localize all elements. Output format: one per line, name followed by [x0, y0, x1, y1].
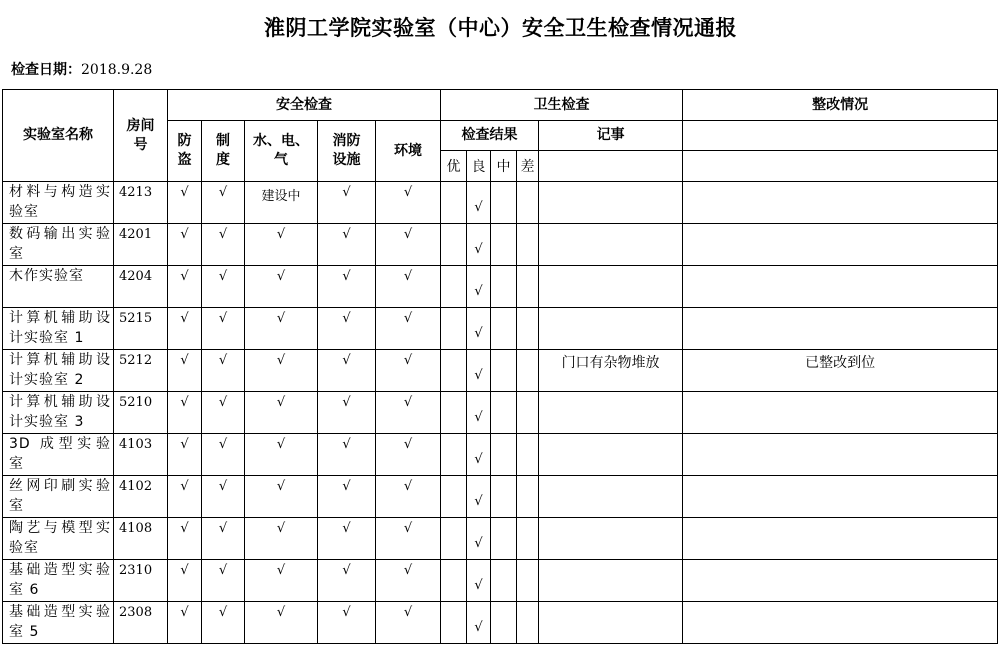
safety-theft-cell: √	[168, 602, 202, 644]
table-row	[3, 476, 998, 518]
result-excellent-cell	[441, 602, 467, 644]
table-row	[3, 518, 998, 560]
safety-utilities-cell: √	[245, 392, 318, 434]
safety-rules-cell: √	[202, 224, 245, 266]
safety-utilities-cell: 建设中	[245, 182, 318, 224]
notes-cell	[539, 182, 683, 224]
room-no-cell: 5212	[114, 350, 168, 392]
result-poor-cell	[517, 560, 539, 602]
result-poor-cell	[517, 266, 539, 308]
notes-cell	[539, 392, 683, 434]
safety-rules-cell: √	[202, 602, 245, 644]
header-room-no: 房间号	[114, 90, 168, 182]
safety-fire-cell: √	[318, 476, 376, 518]
safety-fire-cell: √	[318, 350, 376, 392]
result-poor-cell	[517, 224, 539, 266]
lab-name-cell: 基础造型实验室 6	[3, 560, 114, 602]
safety-rules-cell: √	[202, 560, 245, 602]
header-result-fair: 中	[491, 151, 517, 182]
result-fair-cell	[491, 602, 517, 644]
safety-environment-cell: √	[376, 182, 441, 224]
result-fair-cell	[491, 434, 517, 476]
result-good-cell: √	[467, 182, 491, 224]
result-fair-cell	[491, 266, 517, 308]
safety-utilities-cell: √	[245, 602, 318, 644]
safety-environment-cell: √	[376, 518, 441, 560]
result-poor-cell	[517, 350, 539, 392]
header-safety-fire: 消防设施	[318, 121, 376, 182]
result-fair-cell	[491, 182, 517, 224]
notes-cell: 门口有杂物堆放	[539, 350, 683, 392]
result-poor-cell	[517, 518, 539, 560]
safety-rules-cell: √	[202, 308, 245, 350]
notes-cell	[539, 224, 683, 266]
date-value: 2018.9.28	[81, 62, 153, 78]
safety-rules-cell: √	[202, 518, 245, 560]
header-rectify-blank	[683, 121, 998, 151]
safety-environment-cell: √	[376, 434, 441, 476]
inspection-date	[11, 59, 152, 79]
header-notes-blank	[539, 151, 683, 182]
safety-rules-cell: √	[202, 476, 245, 518]
room-no-cell: 4103	[114, 434, 168, 476]
safety-theft-cell: √	[168, 392, 202, 434]
result-good-cell: √	[467, 266, 491, 308]
result-fair-cell	[491, 350, 517, 392]
safety-rules-cell: √	[202, 350, 245, 392]
result-excellent-cell	[441, 560, 467, 602]
header-rectify-blank-2	[683, 151, 998, 182]
table-row	[3, 392, 998, 434]
rectify-cell	[683, 182, 998, 224]
result-excellent-cell	[441, 350, 467, 392]
safety-environment-cell: √	[376, 560, 441, 602]
rectify-cell	[683, 266, 998, 308]
safety-rules-cell: √	[202, 392, 245, 434]
safety-environment-cell: √	[376, 266, 441, 308]
rectify-cell: 已整改到位	[683, 350, 998, 392]
notes-cell	[539, 476, 683, 518]
result-poor-cell	[517, 392, 539, 434]
safety-fire-cell: √	[318, 266, 376, 308]
safety-theft-cell: √	[168, 182, 202, 224]
safety-theft-cell: √	[168, 224, 202, 266]
lab-name-cell: 3D 成型实验室	[3, 434, 114, 476]
lab-name-cell: 计算机辅助设计实验室 2	[3, 350, 114, 392]
result-excellent-cell	[441, 434, 467, 476]
result-excellent-cell	[441, 476, 467, 518]
result-fair-cell	[491, 392, 517, 434]
safety-environment-cell: √	[376, 602, 441, 644]
result-good-cell: √	[467, 308, 491, 350]
safety-utilities-cell: √	[245, 518, 318, 560]
safety-fire-cell: √	[318, 602, 376, 644]
safety-fire-cell: √	[318, 224, 376, 266]
safety-theft-cell: √	[168, 266, 202, 308]
safety-theft-cell: √	[168, 476, 202, 518]
result-good-cell: √	[467, 518, 491, 560]
room-no-cell: 2308	[114, 602, 168, 644]
room-no-cell: 5210	[114, 392, 168, 434]
notes-cell	[539, 602, 683, 644]
safety-fire-cell: √	[318, 560, 376, 602]
room-no-cell: 4102	[114, 476, 168, 518]
room-no-cell: 4201	[114, 224, 168, 266]
room-no-cell: 4204	[114, 266, 168, 308]
safety-utilities-cell: √	[245, 476, 318, 518]
result-poor-cell	[517, 308, 539, 350]
result-good-cell: √	[467, 476, 491, 518]
result-good-cell: √	[467, 434, 491, 476]
safety-utilities-cell: √	[245, 224, 318, 266]
result-excellent-cell	[441, 224, 467, 266]
header-safety-rules: 制度	[202, 121, 245, 182]
result-good-cell: √	[467, 602, 491, 644]
room-no-cell: 2310	[114, 560, 168, 602]
table-row	[3, 308, 998, 350]
safety-fire-cell: √	[318, 434, 376, 476]
result-excellent-cell	[441, 518, 467, 560]
safety-theft-cell: √	[168, 560, 202, 602]
header-safety-theft: 防盗	[168, 121, 202, 182]
result-excellent-cell	[441, 266, 467, 308]
header-safety-environment: 环境	[376, 121, 441, 182]
safety-rules-cell: √	[202, 266, 245, 308]
result-poor-cell	[517, 434, 539, 476]
result-fair-cell	[491, 560, 517, 602]
lab-name-cell: 材料与构造实验室	[3, 182, 114, 224]
header-notes: 记事	[539, 121, 683, 151]
lab-name-cell: 丝网印刷实验室	[3, 476, 114, 518]
lab-name-cell: 计算机辅助设计实验室 1	[3, 308, 114, 350]
date-label: 检查日期：	[11, 62, 81, 78]
notes-cell	[539, 560, 683, 602]
safety-utilities-cell: √	[245, 350, 318, 392]
rectify-cell	[683, 476, 998, 518]
safety-theft-cell: √	[168, 350, 202, 392]
safety-utilities-cell: √	[245, 560, 318, 602]
safety-theft-cell: √	[168, 518, 202, 560]
result-excellent-cell	[441, 308, 467, 350]
notes-cell	[539, 518, 683, 560]
safety-utilities-cell: √	[245, 308, 318, 350]
safety-fire-cell: √	[318, 392, 376, 434]
table-row	[3, 266, 998, 308]
header-safety: 安全检查	[168, 90, 441, 121]
header-rectify: 整改情况	[683, 90, 998, 121]
safety-environment-cell: √	[376, 476, 441, 518]
rectify-cell	[683, 224, 998, 266]
lab-name-cell: 计算机辅助设计实验室 3	[3, 392, 114, 434]
rectify-cell	[683, 308, 998, 350]
result-excellent-cell	[441, 182, 467, 224]
lab-name-cell: 木作实验室	[3, 266, 114, 308]
safety-environment-cell: √	[376, 224, 441, 266]
rectify-cell	[683, 392, 998, 434]
result-fair-cell	[491, 518, 517, 560]
result-poor-cell	[517, 602, 539, 644]
inspection-table	[2, 89, 998, 644]
safety-environment-cell: √	[376, 350, 441, 392]
table-row	[3, 182, 998, 224]
safety-fire-cell: √	[318, 308, 376, 350]
header-result: 检查结果	[441, 121, 539, 151]
table-row	[3, 602, 998, 644]
result-good-cell: √	[467, 350, 491, 392]
notes-cell	[539, 266, 683, 308]
lab-name-cell: 陶艺与模型实验室	[3, 518, 114, 560]
safety-rules-cell: √	[202, 434, 245, 476]
safety-utilities-cell: √	[245, 434, 318, 476]
header-result-excellent: 优	[441, 151, 467, 182]
notes-cell	[539, 434, 683, 476]
safety-theft-cell: √	[168, 434, 202, 476]
table-row	[3, 224, 998, 266]
table-row	[3, 560, 998, 602]
room-no-cell: 4213	[114, 182, 168, 224]
room-no-cell: 4108	[114, 518, 168, 560]
result-fair-cell	[491, 476, 517, 518]
safety-fire-cell: √	[318, 518, 376, 560]
result-good-cell: √	[467, 224, 491, 266]
table-row	[3, 434, 998, 476]
header-safety-utilities: 水、电、气	[245, 121, 318, 182]
result-good-cell: √	[467, 392, 491, 434]
header-result-good: 良	[467, 151, 491, 182]
rectify-cell	[683, 518, 998, 560]
safety-utilities-cell: √	[245, 266, 318, 308]
room-no-cell: 5215	[114, 308, 168, 350]
header-lab-name: 实验室名称	[3, 90, 114, 182]
safety-environment-cell: √	[376, 308, 441, 350]
safety-theft-cell: √	[168, 308, 202, 350]
result-good-cell: √	[467, 560, 491, 602]
rectify-cell	[683, 434, 998, 476]
table-row	[3, 350, 998, 392]
result-fair-cell	[491, 224, 517, 266]
report-title: 淮阴工学院实验室（中心）安全卫生检查情况通报	[264, 16, 737, 40]
result-poor-cell	[517, 476, 539, 518]
safety-rules-cell: √	[202, 182, 245, 224]
result-poor-cell	[517, 182, 539, 224]
lab-name-cell: 数码输出实验室	[3, 224, 114, 266]
rectify-cell	[683, 560, 998, 602]
result-excellent-cell	[441, 392, 467, 434]
lab-name-cell: 基础造型实验室 5	[3, 602, 114, 644]
safety-fire-cell: √	[318, 182, 376, 224]
header-result-poor: 差	[517, 151, 539, 182]
notes-cell	[539, 308, 683, 350]
header-hygiene: 卫生检查	[441, 90, 683, 121]
rectify-cell	[683, 602, 998, 644]
result-fair-cell	[491, 308, 517, 350]
safety-environment-cell: √	[376, 392, 441, 434]
